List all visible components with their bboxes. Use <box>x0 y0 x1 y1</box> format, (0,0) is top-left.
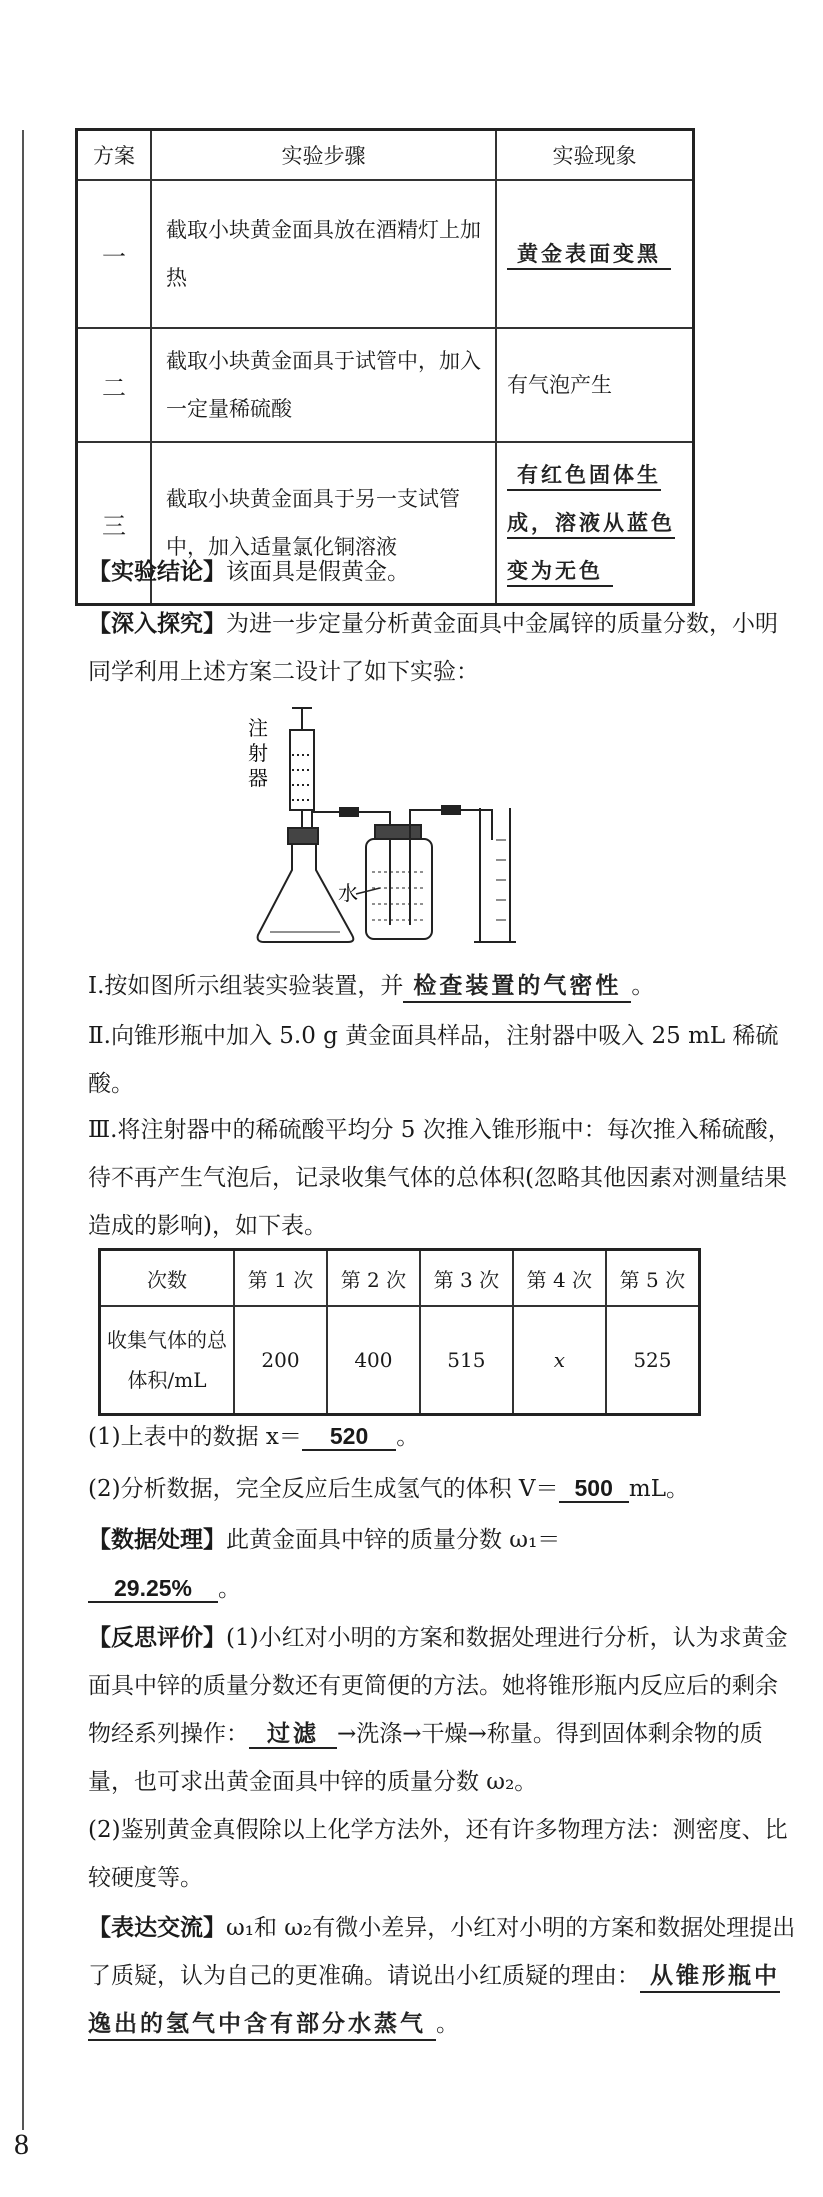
reflect-paragraph <box>88 1614 798 1806</box>
table-header: 实验步骤 <box>151 130 496 181</box>
step1-text: Ⅰ.按如图所示组装实验装置，并 <box>88 973 404 999</box>
plan-number: 二 <box>77 328 152 442</box>
punct: mL。 <box>628 1476 689 1502</box>
table-cell: 400 <box>327 1306 420 1415</box>
syringe-label: 器 <box>248 766 268 790</box>
table-row <box>77 328 694 442</box>
punct: 。 <box>218 1576 242 1602</box>
reflect-text: →洗涤→干燥→称量。得到固体剩余物的质量，也可求出黄金面具中锌的质量分数 ω₂。 <box>88 1721 763 1795</box>
plan-number: 一 <box>77 180 152 328</box>
q2-paragraph <box>88 1464 798 1513</box>
syringe <box>290 708 314 828</box>
plan-number: 三 <box>77 442 152 605</box>
table-header: 实验现象 <box>496 130 694 181</box>
graduated-cylinder <box>474 808 516 942</box>
table-row <box>77 180 694 328</box>
step2-paragraph: Ⅱ.向锥形瓶中加入 5.0 g 黄金面具样品，注射器中吸入 25 mL 稀硫酸。 <box>88 1023 779 1097</box>
express-paragraph <box>88 1904 798 2048</box>
table-header: 第 3 次 <box>420 1250 513 1307</box>
plan-step: 截取小块黄金面具于试管中，加入一定量稀硫酸 <box>151 328 496 442</box>
data-processing-paragraph <box>88 1516 798 1613</box>
section-tag: 【表达交流】 <box>88 1914 226 1941</box>
explore-paragraph <box>88 600 798 696</box>
plan-observation: 有气泡产生 <box>496 328 694 442</box>
table-header: 第 2 次 <box>327 1250 420 1307</box>
data-processing-text: 此黄金面具中锌的质量分数 ω₁＝ <box>226 1527 561 1553</box>
section-tag: 【深入探究】 <box>88 610 226 637</box>
section-tag: 【实验结论】 <box>88 558 226 585</box>
reflect-text: (1)小红对小明的方案和数据处理进行分析，认为求黄金面具中锌的质量分数还有更简便的方法。她将锥形瓶内反应后的剩余物经系列操作： <box>88 1625 788 1747</box>
table-header: 方案 <box>77 130 152 181</box>
handwritten-answer: 有红色固体生成，溶液从蓝色变为无色 <box>507 463 675 587</box>
q1-paragraph <box>88 1412 798 1461</box>
water-label: 水 <box>338 881 358 905</box>
page-number: 8 <box>14 2128 29 2161</box>
handwritten-answer: 520 <box>302 1423 396 1451</box>
syringe-label: 注 <box>248 716 268 740</box>
syringe-label: 射 <box>248 741 268 765</box>
gas-volume-table <box>98 1248 701 1416</box>
punct: 。 <box>436 2011 459 2037</box>
table-header: 第 1 次 <box>234 1250 327 1307</box>
handwritten-answer: 黄金表面变黑 <box>507 242 671 270</box>
plan-observation <box>496 180 694 328</box>
water-bottle <box>366 825 432 939</box>
section-tag: 【数据处理】 <box>88 1526 226 1553</box>
table-header: 第 4 次 <box>513 1250 606 1307</box>
table-header: 次数 <box>100 1250 235 1307</box>
handwritten-answer: 过滤 <box>249 1721 337 1749</box>
section-tag: 【反思评价】 <box>88 1624 226 1651</box>
conclusion-text: 该面具是假黄金。 <box>226 559 410 585</box>
handwritten-answer: 检查装置的气密性 <box>403 973 631 1003</box>
explore-text: 为进一步定量分析黄金面具中金属锌的质量分数，小明同学利用上述方案二设计了如下实验： <box>88 611 778 685</box>
plan-step: 截取小块黄金面具放在酒精灯上加热 <box>151 180 496 328</box>
row-label: 收集气体的总体积/mL <box>100 1306 235 1415</box>
handwritten-answer: 29.25% <box>88 1575 218 1603</box>
punct: 。 <box>631 973 655 999</box>
handwritten-answer: 从锥形瓶中逸出的氢气中含有部分水蒸气 <box>88 1963 780 2041</box>
table-cell: x <box>513 1306 606 1415</box>
express-text: ω₁和 ω₂有微小差异，小红对小明的方案和数据处理提出了质疑，认为自己的更准确。请说出小红质疑的理由： <box>88 1915 796 1989</box>
table-cell: 515 <box>420 1306 513 1415</box>
plan-step: 截取小块黄金面具于另一支试管中，加入适量氯化铜溶液 <box>151 442 496 605</box>
q2-text: (2)分析数据，完全反应后生成氢气的体积 V＝ <box>88 1476 559 1502</box>
table-header-row <box>100 1250 700 1307</box>
punct: 。 <box>396 1424 420 1450</box>
apparatus-diagram <box>230 700 550 950</box>
conclusion-paragraph <box>88 548 798 596</box>
table-header: 第 5 次 <box>606 1250 700 1307</box>
step3-paragraph: Ⅲ.将注射器中的稀硫酸平均分 5 次推入锥形瓶中：每次推入稀硫酸，待不再产生气泡后，记录收集气体的总体积(忽略其他因素对测量结果造成的影响)，如下表。 <box>88 1117 791 1239</box>
margin-rule <box>22 130 24 2130</box>
reflect-paragraph-2: (2)鉴别黄金真假除以上化学方法外，还有许多物理方法：测密度、比较硬度等。 <box>88 1817 788 1891</box>
handwritten-answer: 500 <box>559 1475 629 1503</box>
table-row <box>100 1306 700 1415</box>
step1-paragraph <box>88 962 798 1010</box>
table-cell: 200 <box>234 1306 327 1415</box>
q1-text: (1)上表中的数据 x＝ <box>88 1424 302 1450</box>
table-cell: 525 <box>606 1306 700 1415</box>
table-header-row <box>77 130 694 181</box>
experiment-table <box>75 128 695 606</box>
